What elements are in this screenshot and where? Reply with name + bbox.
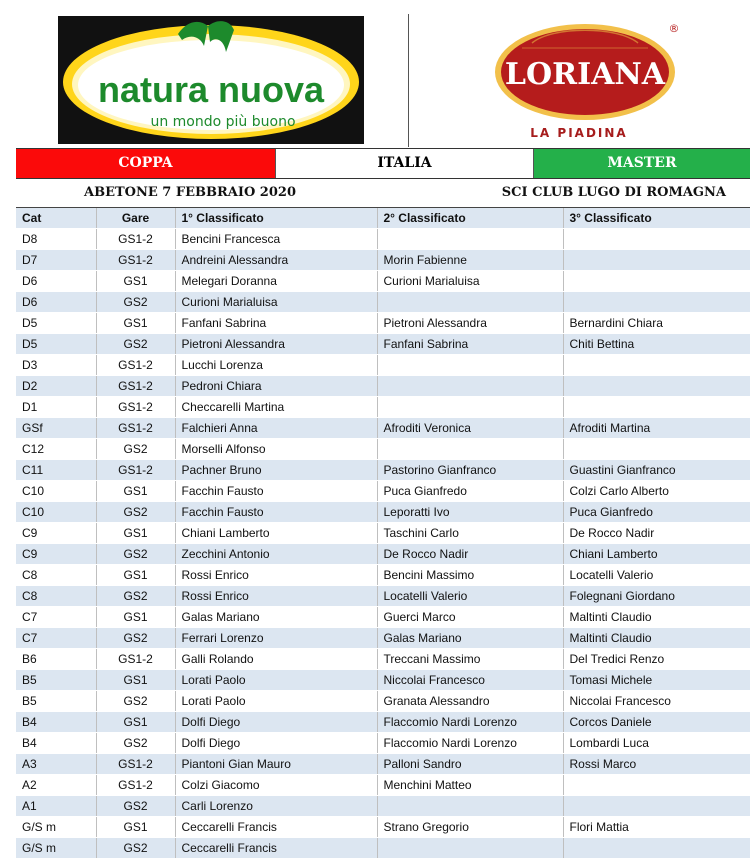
cell-second-place: Locatelli Valerio — [377, 586, 563, 607]
header-cat: Cat — [16, 208, 96, 229]
cell-third-place — [563, 439, 750, 460]
cell-third-place: Afroditi Martina — [563, 418, 750, 439]
cell-third-place — [563, 775, 750, 796]
cell-third-place: Bernardini Chiara — [563, 313, 750, 334]
cell-second-place — [377, 355, 563, 376]
cell-gare: GS1-2 — [96, 229, 175, 250]
cell-gare: GS1 — [96, 712, 175, 733]
cell-second-place — [377, 439, 563, 460]
cell-gare: GS1 — [96, 523, 175, 544]
cell-gare: GS2 — [96, 292, 175, 313]
cell-cat: B5 — [16, 691, 96, 712]
cell-second-place: Guerci Marco — [377, 607, 563, 628]
cell-first-place: Rossi Enrico — [175, 586, 377, 607]
cell-gare: GS1-2 — [96, 775, 175, 796]
cell-third-place: De Rocco Nadir — [563, 523, 750, 544]
table-row — [16, 397, 750, 418]
cell-cat: B5 — [16, 670, 96, 691]
cell-second-place: Taschini Carlo — [377, 523, 563, 544]
cell-second-place: Pastorino Gianfranco — [377, 460, 563, 481]
cell-cat: D3 — [16, 355, 96, 376]
cell-cat: GSf — [16, 418, 96, 439]
event-organizer: SCI CLUB LUGO DI ROMAGNA — [501, 185, 726, 200]
cell-gare: GS1 — [96, 817, 175, 838]
cell-first-place: Falchieri Anna — [175, 418, 377, 439]
title-band — [16, 148, 750, 179]
event-header — [16, 178, 750, 208]
table-row — [16, 712, 750, 733]
cell-gare: GS1 — [96, 670, 175, 691]
table-row — [16, 586, 750, 607]
cell-second-place: Niccolai Francesco — [377, 670, 563, 691]
table-row — [16, 628, 750, 649]
table-row — [16, 733, 750, 754]
cell-first-place: Pachner Bruno — [175, 460, 377, 481]
table-row — [16, 796, 750, 817]
cell-first-place: Fanfani Sabrina — [175, 313, 377, 334]
cell-first-place: Pedroni Chiara — [175, 376, 377, 397]
cell-gare: GS2 — [96, 586, 175, 607]
cell-gare: GS1 — [96, 607, 175, 628]
cell-cat: A1 — [16, 796, 96, 817]
table-row — [16, 691, 750, 712]
cell-third-place — [563, 229, 750, 250]
cell-gare: GS1-2 — [96, 250, 175, 271]
cell-gare: GS2 — [96, 439, 175, 460]
cell-cat: C7 — [16, 607, 96, 628]
table-row — [16, 481, 750, 502]
table-row — [16, 439, 750, 460]
cell-gare: GS2 — [96, 796, 175, 817]
cell-third-place — [563, 376, 750, 397]
cell-third-place — [563, 292, 750, 313]
cell-first-place: Facchin Fausto — [175, 502, 377, 523]
cell-cat: C8 — [16, 586, 96, 607]
cell-gare: GS1-2 — [96, 754, 175, 775]
cell-cat: A3 — [16, 754, 96, 775]
header-first-place: 1° Classificato — [175, 208, 377, 229]
cell-gare: GS1 — [96, 565, 175, 586]
cell-first-place: Piantoni Gian Mauro — [175, 754, 377, 775]
table-row — [16, 376, 750, 397]
cell-first-place: Lorati Paolo — [175, 691, 377, 712]
cell-gare: GS1-2 — [96, 649, 175, 670]
table-row — [16, 334, 750, 355]
table-row — [16, 817, 750, 838]
cell-first-place: Pietroni Alessandra — [175, 334, 377, 355]
cell-third-place — [563, 796, 750, 817]
cell-gare: GS2 — [96, 502, 175, 523]
cell-third-place: Rossi Marco — [563, 754, 750, 775]
results-table — [16, 208, 750, 859]
table-row — [16, 418, 750, 439]
loriana-logo — [408, 14, 750, 147]
cell-cat: C10 — [16, 502, 96, 523]
cell-second-place — [377, 796, 563, 817]
cell-first-place: Ceccarelli Francis — [175, 838, 377, 859]
natura-nuova-logo — [16, 14, 409, 147]
cell-second-place: Granata Alessandro — [377, 691, 563, 712]
cell-second-place: Flaccomio Nardi Lorenzo — [377, 712, 563, 733]
band-italia: ITALIA — [275, 149, 534, 178]
cell-third-place: Chiti Bettina — [563, 334, 750, 355]
cell-first-place: Lucchi Lorenza — [175, 355, 377, 376]
cell-second-place: Palloni Sandro — [377, 754, 563, 775]
cell-third-place: Niccolai Francesco — [563, 691, 750, 712]
cell-first-place: Chiani Lamberto — [175, 523, 377, 544]
cell-second-place: Afroditi Veronica — [377, 418, 563, 439]
cell-first-place: Bencini Francesca — [175, 229, 377, 250]
cell-cat: D7 — [16, 250, 96, 271]
logo-row — [16, 14, 750, 147]
natura-nuova-logo-graphic — [58, 16, 364, 144]
cell-second-place: Treccani Massimo — [377, 649, 563, 670]
cell-third-place — [563, 397, 750, 418]
table-row — [16, 502, 750, 523]
results-body — [16, 229, 750, 859]
cell-gare: GS1-2 — [96, 376, 175, 397]
cell-first-place: Ceccarelli Francis — [175, 817, 377, 838]
cell-third-place: Maltinti Claudio — [563, 628, 750, 649]
cell-cat: B6 — [16, 649, 96, 670]
cell-first-place: Zecchini Antonio — [175, 544, 377, 565]
cell-third-place — [563, 250, 750, 271]
cell-first-place: Colzi Giacomo — [175, 775, 377, 796]
cell-first-place: Rossi Enrico — [175, 565, 377, 586]
cell-second-place: Strano Gregorio — [377, 817, 563, 838]
cell-first-place: Lorati Paolo — [175, 670, 377, 691]
header-third-place: 3° Classificato — [563, 208, 750, 229]
header-second-place: 2° Classificato — [377, 208, 563, 229]
cell-cat: D1 — [16, 397, 96, 418]
cell-cat: C8 — [16, 565, 96, 586]
cell-first-place: Galas Mariano — [175, 607, 377, 628]
table-row — [16, 544, 750, 565]
cell-second-place — [377, 838, 563, 859]
cell-first-place: Morselli Alfonso — [175, 439, 377, 460]
cell-second-place: Menchini Matteo — [377, 775, 563, 796]
cell-second-place: Flaccomio Nardi Lorenzo — [377, 733, 563, 754]
cell-second-place: Fanfani Sabrina — [377, 334, 563, 355]
cell-cat: C10 — [16, 481, 96, 502]
natura-nuova-brand-text: natura nuova — [97, 69, 325, 110]
cell-second-place: Pietroni Alessandra — [377, 313, 563, 334]
table-row — [16, 250, 750, 271]
cell-third-place: Chiani Lamberto — [563, 544, 750, 565]
cell-cat: A2 — [16, 775, 96, 796]
cell-cat: G/S m — [16, 817, 96, 838]
band-coppa: COPPA — [16, 149, 275, 178]
cell-cat: C9 — [16, 523, 96, 544]
cell-cat: D5 — [16, 313, 96, 334]
cell-gare: GS2 — [96, 334, 175, 355]
results-header-row — [16, 208, 750, 229]
cell-third-place — [563, 838, 750, 859]
cell-second-place — [377, 292, 563, 313]
cell-third-place: Guastini Gianfranco — [563, 460, 750, 481]
table-row — [16, 313, 750, 334]
cell-cat: B4 — [16, 712, 96, 733]
loriana-tagline: LA PIADINA — [530, 126, 628, 140]
cell-gare: GS2 — [96, 544, 175, 565]
cell-third-place: Folegnani Giordano — [563, 586, 750, 607]
band-master: MASTER — [534, 149, 750, 178]
table-row — [16, 649, 750, 670]
table-row — [16, 607, 750, 628]
cell-third-place: Flori Mattia — [563, 817, 750, 838]
cell-third-place: Maltinti Claudio — [563, 607, 750, 628]
cell-cat: D6 — [16, 271, 96, 292]
table-row — [16, 229, 750, 250]
cell-gare: GS2 — [96, 628, 175, 649]
cell-cat: C11 — [16, 460, 96, 481]
cell-cat: D5 — [16, 334, 96, 355]
cell-third-place: Colzi Carlo Alberto — [563, 481, 750, 502]
cell-gare: GS1 — [96, 313, 175, 334]
cell-first-place: Melegari Doranna — [175, 271, 377, 292]
cell-gare: GS2 — [96, 838, 175, 859]
cell-first-place: Checcarelli Martina — [175, 397, 377, 418]
loriana-brand-text: LORIANA — [504, 57, 666, 92]
table-row — [16, 838, 750, 859]
cell-gare: GS1-2 — [96, 397, 175, 418]
header-gare: Gare — [96, 208, 175, 229]
cell-gare: GS2 — [96, 691, 175, 712]
cell-cat: C7 — [16, 628, 96, 649]
cell-first-place: Dolfi Diego — [175, 733, 377, 754]
cell-gare: GS2 — [96, 733, 175, 754]
cell-cat: C12 — [16, 439, 96, 460]
cell-third-place: Lombardi Luca — [563, 733, 750, 754]
cell-second-place — [377, 229, 563, 250]
table-row — [16, 565, 750, 586]
cell-second-place: Puca Gianfredo — [377, 481, 563, 502]
registered-mark: ® — [668, 22, 680, 35]
cell-second-place: Curioni Marialuisa — [377, 271, 563, 292]
cell-second-place — [377, 376, 563, 397]
cell-cat: D6 — [16, 292, 96, 313]
cell-first-place: Dolfi Diego — [175, 712, 377, 733]
cell-gare: GS1-2 — [96, 418, 175, 439]
table-row — [16, 292, 750, 313]
cell-second-place: Leporatti Ivo — [377, 502, 563, 523]
cell-second-place — [377, 397, 563, 418]
table-row — [16, 754, 750, 775]
cell-third-place — [563, 355, 750, 376]
cell-cat: G/S m — [16, 838, 96, 859]
cell-first-place: Carli Lorenzo — [175, 796, 377, 817]
cell-third-place — [563, 271, 750, 292]
cell-first-place: Ferrari Lorenzo — [175, 628, 377, 649]
cell-cat: D2 — [16, 376, 96, 397]
cell-cat: B4 — [16, 733, 96, 754]
cell-third-place: Puca Gianfredo — [563, 502, 750, 523]
cell-second-place: De Rocco Nadir — [377, 544, 563, 565]
cell-first-place: Facchin Fausto — [175, 481, 377, 502]
table-row — [16, 523, 750, 544]
cell-first-place: Andreini Alessandra — [175, 250, 377, 271]
cell-third-place: Corcos Daniele — [563, 712, 750, 733]
cell-third-place: Locatelli Valerio — [563, 565, 750, 586]
cell-second-place: Galas Mariano — [377, 628, 563, 649]
table-row — [16, 670, 750, 691]
cell-second-place: Bencini Massimo — [377, 565, 563, 586]
cell-first-place: Curioni Marialuisa — [175, 292, 377, 313]
cell-third-place: Del Tredici Renzo — [563, 649, 750, 670]
cell-gare: GS1-2 — [96, 460, 175, 481]
cell-gare: GS1 — [96, 271, 175, 292]
cell-second-place: Morin Fabienne — [377, 250, 563, 271]
loriana-logo-graphic — [492, 18, 682, 122]
cell-gare: GS1 — [96, 481, 175, 502]
cell-third-place: Tomasi Michele — [563, 670, 750, 691]
cell-gare: GS1-2 — [96, 355, 175, 376]
natura-nuova-tagline-text: un mondo più buono — [150, 114, 296, 130]
cell-first-place: Galli Rolando — [175, 649, 377, 670]
table-row — [16, 775, 750, 796]
table-row — [16, 271, 750, 292]
event-location-date: ABETONE 7 FEBBRAIO 2020 — [84, 185, 296, 200]
cell-cat: C9 — [16, 544, 96, 565]
table-row — [16, 355, 750, 376]
table-row — [16, 460, 750, 481]
cell-cat: D8 — [16, 229, 96, 250]
